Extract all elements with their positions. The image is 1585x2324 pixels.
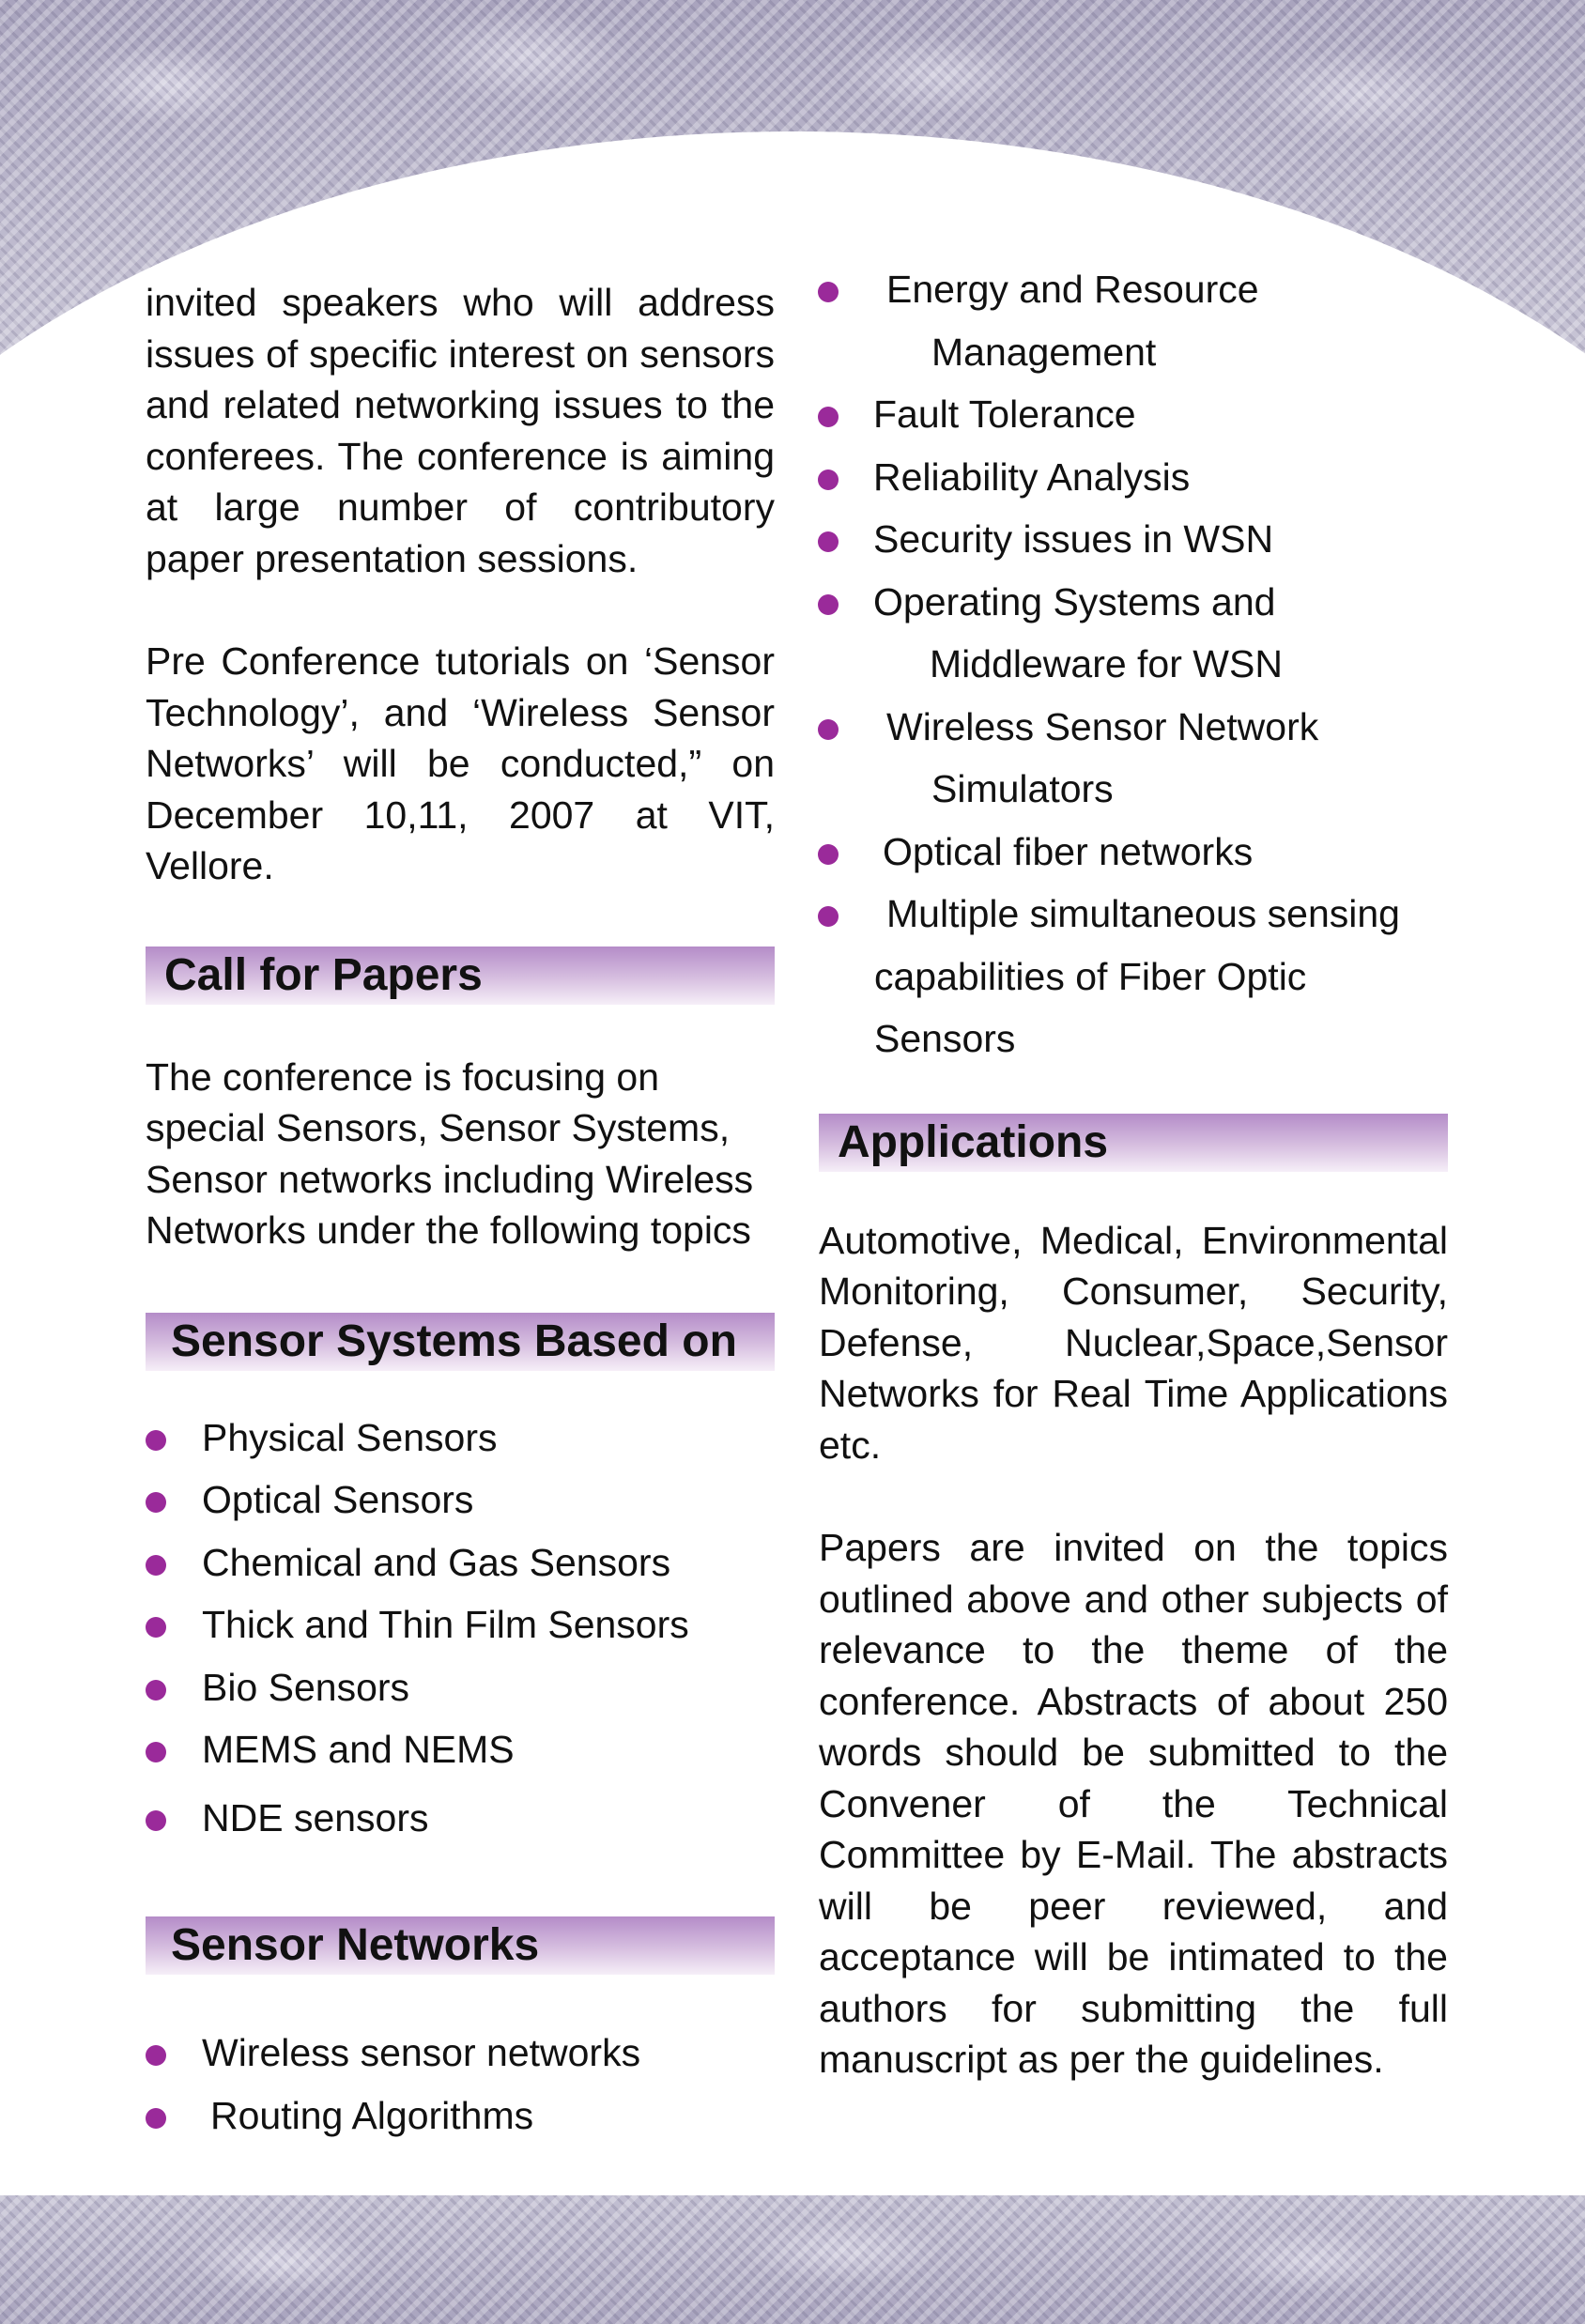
call-for-papers-heading: Call for Papers	[146, 947, 775, 1005]
applications-heading: Applications	[819, 1114, 1448, 1172]
bullet-icon	[818, 844, 839, 865]
list-item: Multiple simultaneous sensing capabilities of Fiber Optic Sensors	[819, 883, 1448, 1070]
footer-texture-banner	[0, 2195, 1585, 2324]
list-item: Physical Sensors	[146, 1407, 775, 1470]
list-item: Wireless Sensor Network Simulators	[819, 696, 1448, 821]
bullet-icon	[818, 469, 839, 490]
list-item: Optical Sensors	[146, 1469, 775, 1531]
tutorial-paragraph: Pre Conference tutorials on ‘Sensor Technology’, and ‘Wireless Sensor Networks’ will be conducted,” on December 10,11, 2007 at VIT, Vellore.	[146, 639, 775, 887]
bullet-icon	[146, 1680, 166, 1701]
list-item: Bio Sensors	[146, 1656, 775, 1719]
list-item: Wireless sensor networks	[146, 2022, 775, 2085]
bullet-icon	[146, 2108, 166, 2129]
bullet-icon	[818, 594, 839, 615]
bullet-icon	[146, 1555, 166, 1576]
bullet-icon	[818, 719, 839, 740]
bullet-icon	[146, 1742, 166, 1762]
network-topics-list	[819, 258, 1448, 1070]
bullet-icon	[818, 531, 839, 552]
right-column	[819, 268, 1448, 2085]
left-column	[146, 277, 775, 2147]
sensor-systems-heading: Sensor Systems Based on	[146, 1313, 775, 1371]
bullet-icon	[146, 1430, 166, 1451]
list-item: Operating Systems and Middleware for WSN	[819, 571, 1448, 696]
bullet-icon	[146, 2045, 166, 2066]
list-item: Chemical and Gas Sensors	[146, 1531, 775, 1594]
papers-paragraph: Papers are invited on the topics outlined above and other subjects of relevance to the theme of the conference. Abstracts of about 250 words should be submitted to the Convener of the Technical Committee by E-Mail. The abstracts will be peer reviewed, and acceptance will be intimated to the authors for submitting the full manuscript as per the guidelines.	[819, 1526, 1448, 2081]
list-item: Security issues in WSN	[819, 508, 1448, 571]
list-item: Routing Algorithms	[146, 2085, 775, 2147]
intro-paragraph: invited speakers who will address issues of specific interest on sensors and related networking issues to the conferees. The conference is aiming at large number of contributory paper presentation sessions.	[146, 281, 775, 580]
bullet-icon	[818, 282, 839, 302]
bullet-icon	[146, 1810, 166, 1831]
call-paragraph: The conference is focusing on special Sensors, Sensor Systems, Sensor networks including Wireless Networks under the following topics	[146, 1054, 754, 1252]
list-item: Reliability Analysis	[819, 446, 1448, 509]
applications-paragraph: Automotive, Medical, Environmental Monitoring, Consumer, Security, Defense, Nuclear,Space,Sensor Networks for Real Time Applications etc.	[819, 1218, 1448, 1467]
bullet-icon	[818, 906, 839, 927]
sensor-networks-list	[146, 2022, 775, 2147]
list-item: NDE sensors	[146, 1787, 775, 1850]
list-item: Energy and Resource Management	[819, 258, 1448, 383]
bullet-icon	[146, 1492, 166, 1513]
sensor-networks-heading: Sensor Networks	[146, 1916, 775, 1975]
list-item: Thick and Thin Film Sensors	[146, 1593, 775, 1656]
list-item: MEMS and NEMS	[146, 1718, 775, 1781]
list-item: Fault Tolerance	[819, 383, 1448, 446]
sensor-systems-list	[146, 1407, 775, 1850]
list-item: Optical fiber networks	[819, 821, 1448, 884]
bullet-icon	[818, 407, 839, 427]
bullet-icon	[146, 1617, 166, 1638]
